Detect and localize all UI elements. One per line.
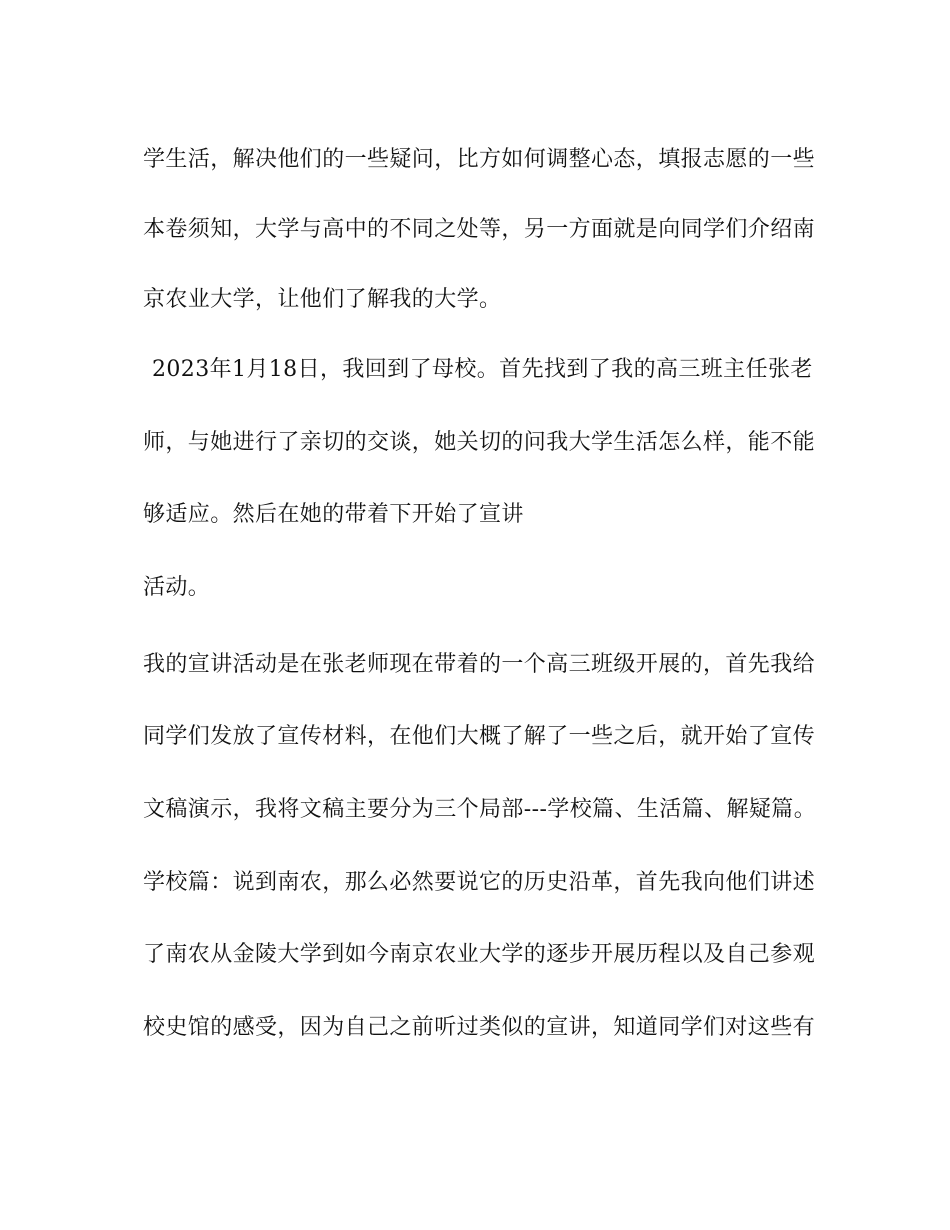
text-line: 我的宣讲活动是在张老师现在带着的一个高三班级开展的，首先我给 (143, 652, 816, 677)
text-line: 同学们发放了宣传材料，在他们大概了解了一些之后，就开始了宣传 (143, 724, 816, 749)
text-line: 京农业大学，让他们了解我的大学。 (143, 287, 502, 312)
text-line: 学校篇：说到南农，那么必然要说它的历史沿革，首先我向他们讲述 (143, 870, 816, 895)
text-line: 够适应。然后在她的带着下开始了宣讲 (143, 502, 524, 527)
text-line: 学生活，解决他们的一些疑问，比方如何调整心态，填报志愿的一些 (143, 147, 816, 172)
text-line: 2023年1月18日，我回到了母校。首先找到了我的高三班主任张老 (152, 357, 813, 382)
text-line: 本卷须知，大学与高中的不同之处等，另一方面就是向同学们介绍南 (143, 217, 816, 242)
text-line: 活动。 (143, 575, 211, 600)
text-line: 了南农从金陵大学到如今南京农业大学的逐步开展历程以及自己参观 (143, 942, 816, 967)
text-line: 师，与她进行了亲切的交谈，她关切的问我大学生活怎么样，能不能 (143, 430, 816, 455)
text-line: 校史馆的感受，因为自己之前听过类似的宣讲，知道同学们对这些有 (143, 1015, 816, 1040)
text-line: 文稿演示，我将文稿主要分为三个局部---学校篇、生活篇、解疑篇。 (143, 797, 817, 822)
